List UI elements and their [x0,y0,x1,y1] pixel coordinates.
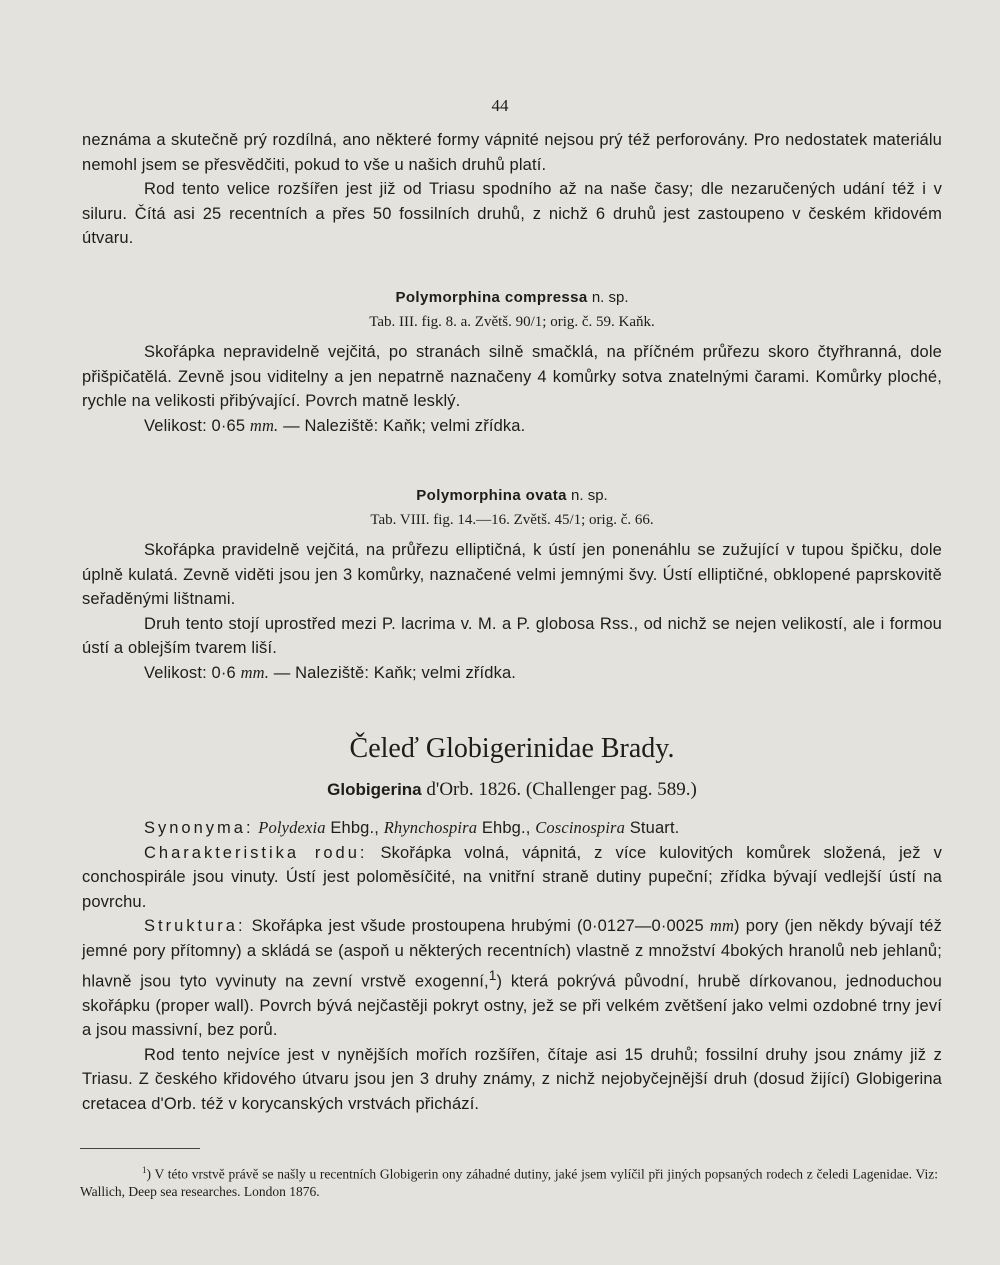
intro-paragraph-2: Rod tento velice rozšířen jest již od Triasu spodního až na naše časy; dle nezaručených udání též i v siluru. Čítá asi 25 recentních a přes 50 fossilních druhů, z nichž 6 druhů jest zastoupeno v českém křidovém útvaru. [82,180,942,248]
species-compressa [82,286,942,438]
species-size-line [82,414,942,439]
species-name: Polymorphina ovata [416,487,567,504]
species-name: Polymorphina compressa [395,289,588,306]
family-title: Čeleď Globigerinidae Brady. [349,733,675,764]
species-remark: Druh tento stojí uprostřed mezi P. lacrima v. M. a P. globosa Rss., od nichž se nejen velikostí, ale i formou ústí a oblejším tvarem liší. [82,614,942,658]
charakteristika-label: Charakteristika rodu: [144,843,368,862]
intro-section [82,128,942,251]
species-heading [82,484,942,508]
synonyma-label: Synonyma: [144,819,254,837]
synonym: Rhynchospira [383,818,478,837]
struktura-text: Skořápka jest všude prostoupena hrubými (0·0127—0·0025 [251,917,704,936]
size-label: Velikost: 0·65 [144,416,246,435]
struktura-paragraph [82,914,942,1042]
struktura-text: ) pory (jen někdy bývají též jemné pory přítomny) a skládá se (aspoň u některých recentních) vlastně z množství 4bokých hranolů neb jehlanů; hlavně jsou tyto vyvinuty na zevní vrstvě exogenní, [82,917,943,991]
footnote [80,1162,938,1200]
genus-authority: d'Orb. 1826. (Challenger pag. 589.) [426,779,697,800]
closing-paragraph: Rod tento nejvíce jest v nynějších mořích rozšířen, čítaje asi 15 druhů; fossilní druhy jsou známy již z Triasu. Z českého křidového útvaru jsou jen 3 druhy známy, z nichž nejobyčejnější druh (dosud žijící) Globigerina cretacea d'Orb. též v korycanských vrstvách přichází. [82,1045,942,1114]
size-label: Velikost: 0·6 [144,663,236,682]
page-number: 44 [491,96,509,115]
footnote-ref[interactable]: 1 [488,967,497,983]
size-unit: mm. [240,662,269,682]
footnote-mark: 1 [142,1165,147,1175]
size-unit: mm. [249,415,279,435]
struktura-text: ) která pokrývá původní, hrubě dírkovanou, jednoduchou skořápku (proper wall). Povrch bývá nejčastěji pokryt ostny, jež se při velkém zvětšení jako velmi ozdobné trny jeví a jsou massivní, bez porů. [82,972,942,1040]
synonyma-paragraph [82,816,942,841]
locality: — Naleziště: Kaňk; velmi zřídka. [273,663,517,682]
synonym-author: Ehbg., [481,819,531,837]
species-reference: Tab. VIII. fig. 14.—16. Zvětš. 45/1; orig. č. 66. [370,512,654,528]
genus-name: Globigerina [327,780,422,799]
footnote-divider [80,1148,200,1149]
species-suffix: n. sp. [571,487,608,504]
species-suffix: n. sp. [591,289,629,306]
footnote-text: ) V této vrstvě právě se našly u recentních Globigerin ony záhadné dutiny, jaké jsem vylíčil při jiných popsaných rodech z čeledi Lagenidae. Viz: Wallich, Deep sea researches. London 1876. [80,1166,938,1199]
charakteristika-text: Skořápka volná, vápnitá, z více kulovitých komůrek složená, jež v conchospirále jsou vinuty. Ústí jest poloměsíčité, na vnitřní straně dutiny pupeční; zřídka bývají vedlejší ústí na povrchu. [82,843,943,911]
species-ovata [82,484,942,686]
synonym-author: Ehbg., [330,819,379,837]
struktura-label: Struktura: [144,917,246,936]
charakteristika-paragraph [82,841,942,915]
species-size-line [82,661,942,686]
struktura-unit: mm [709,916,735,936]
synonym: Polydexia [258,818,326,837]
intro-paragraph-1: neznáma a skutečně prý rozdílná, ano některé formy vápnité nejsou prý též perforovány. Pro nedostatek materiálu nemohl jsem se přesvědčiti, pokud to vše u našich druhů platí. [82,131,942,174]
family-section [82,732,942,1117]
species-reference: Tab. III. fig. 8. a. Zvětš. 90/1; orig. č. 59. Kaňk. [369,314,655,330]
locality: — Naleziště: Kaňk; velmi zřídka. [283,416,526,435]
species-description: Skořápka nepravidelně vejčitá, po stranách silně smačklá, na příčném průřezu skoro čtyřhranná, dole přišpičatělá. Zevně jsou viditelny a jen nepatrně naznačeny 4 komůrky sotva znatelnými čarami. Komůrky ploché, rychle na velikosti přibývající. Povrch matně lesklý. [82,343,942,411]
synonym: Coscinospira [535,818,626,837]
synonym-author: Stuart. [629,819,680,837]
species-description: Skořápka pravidelně vejčitá, na průřezu elliptičná, k ústí jen ponenáhlu se zužující v tupou špičku, dole úplně kulatá. Zevně viděti jsou jen 3 komůrky, naznačené velmi jemnými švy. Ústí elliptičné, obklopené paprskovitě seřaděnými lištnami. [82,541,942,609]
genus-heading [82,776,942,804]
species-heading [82,286,942,310]
